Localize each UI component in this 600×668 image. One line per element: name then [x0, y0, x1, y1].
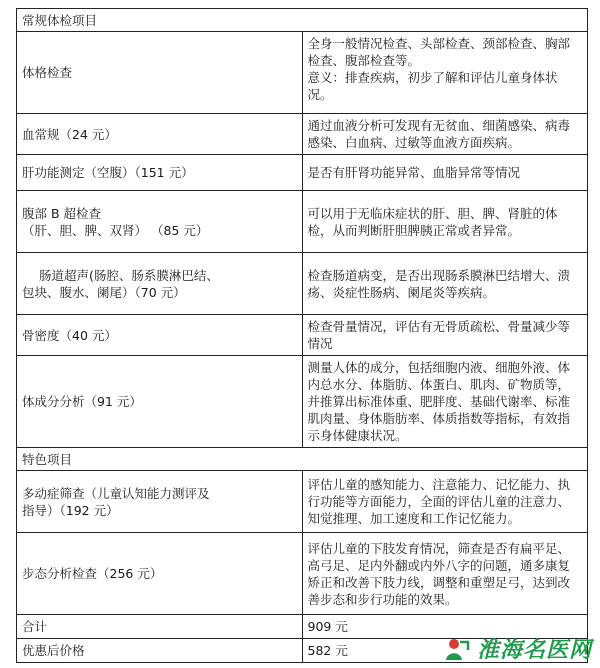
table-row — [17, 114, 588, 155]
table-row — [17, 32, 588, 114]
section-title: 常规体检项目 — [17, 9, 588, 32]
table-row — [17, 253, 588, 315]
item-name: 血常规（24 元） — [17, 114, 303, 155]
table-row — [17, 356, 588, 448]
watermark-text: 淮海名医网 — [476, 637, 592, 663]
exam-price-table — [16, 8, 588, 663]
item-name — [17, 191, 303, 253]
section-header-routine — [17, 9, 588, 32]
total-value: 909 元 — [302, 615, 588, 639]
item-name: 体成分分析（91 元） — [17, 356, 303, 448]
item-description: 测量人体的成分，包括细胞内液、细胞外液、体内总水分、体脂肪、体蛋白、肌肉、矿物质等，并推算出标准体重、肥胖度、基础代谢率、标准肌肉量、身体脂肪率、体质指数等指标，有效指示身体健康状况。 — [302, 356, 588, 448]
item-name: 体格检查 — [17, 32, 303, 114]
item-name-line: 指导）（192 元） — [22, 502, 119, 518]
section-title: 特色项目 — [17, 448, 588, 471]
discount-label: 优惠后价格 — [17, 639, 303, 663]
item-name-line: 包块、腹水、阑尾）（70 元） — [22, 284, 186, 300]
item-description: 是否有肝肾功能异常、血脂异常等情况 — [302, 155, 588, 191]
item-description: 检查肠道病变，是否出现肠系膜淋巴结增大、溃疡、炎症性肠病、阑尾炎等疾病。 — [302, 253, 588, 315]
description-line: 意义：排查疾病，初步了解和评估儿童身体状况。 — [307, 70, 558, 102]
item-description — [302, 32, 588, 114]
item-description: 可以用于无临床症状的肝、胆、脾、肾脏的体检，从而判断肝胆脾胰正常或者异常。 — [302, 191, 588, 253]
item-name-line: 腹部 B 超检查 — [22, 205, 102, 221]
item-name-line: 肠道超声(肠腔、肠系膜淋巴结、 — [39, 267, 219, 283]
table-row — [17, 533, 588, 615]
table-row — [17, 155, 588, 191]
item-description: 检查骨量情况，评估有无骨质疏松、骨量减少等情况 — [302, 315, 588, 356]
item-name-line: （肝、胆、脾、双肾） （85 元） — [22, 222, 209, 238]
item-name: 步态分析检查（256 元） — [17, 533, 303, 615]
item-description: 通过血液分析可发现有无贫血、细菌感染、病毒感染、白血病、过敏等血液方面疾病。 — [302, 114, 588, 155]
item-description: 评估儿童的下肢发育情况，筛查是否有扁平足、高弓足、足内外翻或内外八字的问题，通多康复矫正和改善下肢力线，调整和重塑足弓，达到改善步态和步行功能的效果。 — [302, 533, 588, 615]
item-name-line: 多动症筛查（儿童认知能力测评及 — [22, 485, 210, 501]
section-header-special — [17, 448, 588, 471]
item-name — [17, 471, 303, 533]
item-name: 肝功能测定（空腹）（151 元） — [17, 155, 303, 191]
description-line: 全身一般情况检查、头部检查、颈部检查、胸部检查、腹部检查等。 — [307, 36, 571, 68]
total-label: 合计 — [17, 615, 303, 639]
item-description: 评估儿童的感知能力、注意能力、记忆能力、执行功能等方面能力，全面的评估儿童的注意力、知觉推理、加工速度和工作记忆能力。 — [302, 471, 588, 533]
site-watermark — [443, 633, 592, 664]
table-row — [17, 315, 588, 356]
table-row — [17, 471, 588, 533]
table-row — [17, 191, 588, 253]
item-name — [17, 253, 303, 315]
doctor-logo-icon — [443, 636, 473, 662]
item-name: 骨密度（40 元） — [17, 315, 303, 356]
discount-value: 582 元 — [302, 639, 588, 663]
